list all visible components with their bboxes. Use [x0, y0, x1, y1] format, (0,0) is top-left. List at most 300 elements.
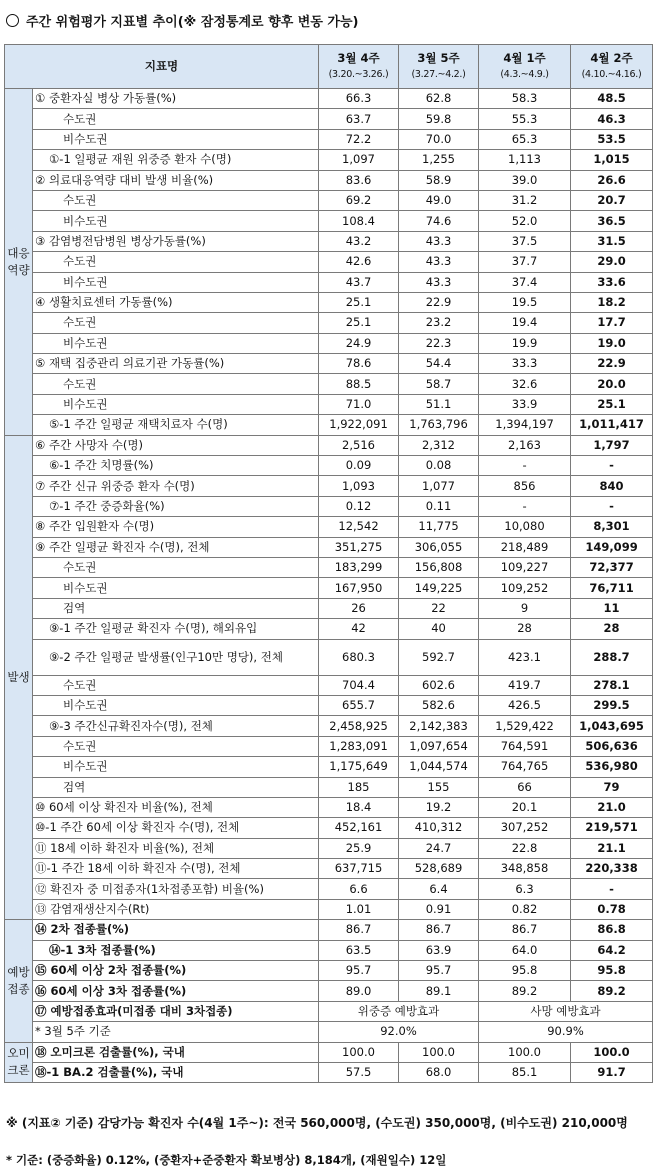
category-cell-prevention: 예방접종 [5, 920, 33, 1042]
table-row [5, 940, 653, 960]
risk-indicator-table [4, 44, 653, 1083]
value-cell: 109,252 [479, 578, 571, 598]
footnote-basis: * 기준: (중증화율) 0.12%, (중환자+준중환자 확보병상) 8,184개, (재원일수) 12일 [6, 1153, 447, 1167]
value-cell: 149,225 [399, 578, 479, 598]
value-cell: 37.5 [479, 231, 571, 251]
value-cell: 19.4 [479, 313, 571, 333]
value-cell: 29.0 [571, 252, 653, 272]
table-row [5, 675, 653, 695]
indicator-name: 수도권 [33, 557, 319, 577]
table-row [5, 818, 653, 838]
value-cell: 1,077 [399, 476, 479, 496]
value-cell: 43.3 [399, 252, 479, 272]
value-cell: 40 [399, 619, 479, 639]
table-row [5, 639, 653, 675]
value-cell: 89.0 [319, 981, 399, 1001]
value-cell: 20.7 [571, 190, 653, 210]
value-cell: 69.2 [319, 190, 399, 210]
value-cell: 1,113 [479, 150, 571, 170]
value-cell: 183,299 [319, 557, 399, 577]
value-cell: 24.9 [319, 333, 399, 353]
header-week-4: 4월 2주 (4.10.~4.16.) [571, 45, 653, 89]
table-row [5, 476, 653, 496]
value-cell: 278.1 [571, 675, 653, 695]
value-cell: 63.9 [399, 940, 479, 960]
value-cell: 306,055 [399, 537, 479, 557]
value-cell: 25.1 [319, 292, 399, 312]
value-cell: 592.7 [399, 639, 479, 675]
indicator-name: ⑦ 주간 신규 위중증 환자 수(명) [33, 476, 319, 496]
value-cell: 2,458,925 [319, 716, 399, 736]
indicator-name: ⑱ 오미크론 검출률(%), 국내 [33, 1042, 319, 1062]
value-cell: 410,312 [399, 818, 479, 838]
indicator-name: ⑪-1 주간 18세 이하 확진자 수(명), 전체 [33, 859, 319, 879]
value-cell: 24.7 [399, 838, 479, 858]
value-cell: 49.0 [399, 190, 479, 210]
indicator-name: ⑨-3 주간신규확진자수(명), 전체 [33, 716, 319, 736]
table-row [5, 797, 653, 817]
value-cell: 582.6 [399, 695, 479, 715]
indicator-name: ② 의료대응역량 대비 발생 비율(%) [33, 170, 319, 190]
category-cell-occurrence: 발생 [5, 435, 33, 920]
category-cell-omicron: 오미크론 [5, 1042, 33, 1083]
table-row [5, 736, 653, 756]
indicator-name: ⑭ 2차 접종률(%) [33, 920, 319, 940]
indicator-name: ⑨-2 주간 일평균 발생률(인구10만 명당), 전체 [33, 639, 319, 675]
value-cell: 2,312 [399, 435, 479, 455]
value-cell: 1,763,796 [399, 415, 479, 435]
value-cell: 54.4 [399, 354, 479, 374]
indicator-name: ⑯ 60세 이상 3차 접종률(%) [33, 981, 319, 1001]
title-text: 주간 위험평가 지표별 추이(※ 잠정통계로 향후 변동 가능) [26, 14, 359, 30]
value-cell: 43.3 [399, 272, 479, 292]
value-cell: 83.6 [319, 170, 399, 190]
value-cell: 78.6 [319, 354, 399, 374]
indicator-name: ⑬ 감염재생산지수(Rt) [33, 899, 319, 919]
value-cell: 86.7 [399, 920, 479, 940]
value-cell: 1,097 [319, 150, 399, 170]
indicator-name: ⑦-1 주간 중증화율(%) [33, 496, 319, 516]
value-cell: 22.9 [399, 292, 479, 312]
value-cell: 62.8 [399, 89, 479, 109]
header-week-1: 3월 4주 (3.20.~3.26.) [319, 45, 399, 89]
table-row [5, 354, 653, 374]
value-cell: 2,516 [319, 435, 399, 455]
value-cell: 23.2 [399, 313, 479, 333]
table-row [5, 1062, 653, 1082]
indicator-name: ④ 생활치료센터 가동률(%) [33, 292, 319, 312]
indicator-name: ⑩ 60세 이상 확진자 비율(%), 전체 [33, 797, 319, 817]
value-cell: 100.0 [571, 1042, 653, 1062]
value-cell: 655.7 [319, 695, 399, 715]
value-cell: 70.0 [399, 129, 479, 149]
indicator-name: 검역 [33, 598, 319, 618]
value-cell: 63.7 [319, 109, 399, 129]
value-cell: - [571, 879, 653, 899]
value-cell: 55.3 [479, 109, 571, 129]
value-cell: 58.7 [399, 374, 479, 394]
value-cell: 348,858 [479, 859, 571, 879]
table-row [5, 981, 653, 1001]
vaccine-effect-basis: * 3월 5주 기준 [33, 1022, 319, 1042]
value-cell: 22.9 [571, 354, 653, 374]
indicator-name: 수도권 [33, 313, 319, 333]
table-row [5, 313, 653, 333]
death-effect-value: 90.9% [479, 1022, 653, 1042]
value-cell: 37.4 [479, 272, 571, 292]
value-cell: 39.0 [479, 170, 571, 190]
value-cell: 2,142,383 [399, 716, 479, 736]
table-row [5, 838, 653, 858]
value-cell: 452,161 [319, 818, 399, 838]
value-cell: 764,591 [479, 736, 571, 756]
value-cell: 1,797 [571, 435, 653, 455]
value-cell: 185 [319, 777, 399, 797]
value-cell: 1,011,417 [571, 415, 653, 435]
table-row [5, 231, 653, 251]
value-cell: 33.3 [479, 354, 571, 374]
indicator-name: 비수도권 [33, 333, 319, 353]
value-cell: 220,338 [571, 859, 653, 879]
indicator-name: ⑮ 60세 이상 2차 접종률(%) [33, 961, 319, 981]
value-cell: 1,097,654 [399, 736, 479, 756]
indicator-name: ⑤-1 주간 일평균 재택치료자 수(명) [33, 415, 319, 435]
value-cell: 59.8 [399, 109, 479, 129]
value-cell: 1,255 [399, 150, 479, 170]
value-cell: 1.01 [319, 899, 399, 919]
table-row [5, 170, 653, 190]
value-cell: 2,163 [479, 435, 571, 455]
value-cell: 89.2 [479, 981, 571, 1001]
value-cell: 58.3 [479, 89, 571, 109]
indicator-name: ⑥-1 주간 치명률(%) [33, 456, 319, 476]
indicator-name: 비수도권 [33, 272, 319, 292]
table-row [5, 374, 653, 394]
table-row [5, 252, 653, 272]
value-cell: 351,275 [319, 537, 399, 557]
value-cell: 21.1 [571, 838, 653, 858]
value-cell: 109,227 [479, 557, 571, 577]
table-row [5, 190, 653, 210]
table-row [5, 496, 653, 516]
table-row [5, 1042, 653, 1062]
table-body [5, 89, 653, 1083]
indicator-name: 수도권 [33, 190, 319, 210]
value-cell: 46.3 [571, 109, 653, 129]
value-cell: 51.1 [399, 394, 479, 414]
value-cell: 86.7 [319, 920, 399, 940]
table-row [5, 211, 653, 231]
value-cell: 63.5 [319, 940, 399, 960]
value-cell: 704.4 [319, 675, 399, 695]
table-row [5, 292, 653, 312]
indicator-name: ⑤ 재택 집중관리 의료기관 가동률(%) [33, 354, 319, 374]
value-cell: 86.7 [479, 920, 571, 940]
value-cell: 25.9 [319, 838, 399, 858]
value-cell: 85.1 [479, 1062, 571, 1082]
value-cell: 37.7 [479, 252, 571, 272]
value-cell: 856 [479, 476, 571, 496]
value-cell: 95.8 [479, 961, 571, 981]
value-cell: - [571, 456, 653, 476]
indicator-name: ⑫ 확진자 중 미접종자(1차접종포함) 비율(%) [33, 879, 319, 899]
bullet-circle-icon [6, 14, 19, 27]
value-cell: 100.0 [319, 1042, 399, 1062]
severe-effect-value: 92.0% [319, 1022, 479, 1042]
table-row [5, 777, 653, 797]
indicator-name: 비수도권 [33, 757, 319, 777]
value-cell: 22 [399, 598, 479, 618]
table-row [5, 859, 653, 879]
value-cell: 1,922,091 [319, 415, 399, 435]
indicator-name: 수도권 [33, 675, 319, 695]
indicator-name: ⑪ 18세 이하 확진자 비율(%), 전체 [33, 838, 319, 858]
value-cell: 167,950 [319, 578, 399, 598]
value-cell: 42 [319, 619, 399, 639]
value-cell: 637,715 [319, 859, 399, 879]
table-row [5, 333, 653, 353]
indicator-name: ① 중환자실 병상 가동률(%) [33, 89, 319, 109]
value-cell: 32.6 [479, 374, 571, 394]
value-cell: 299.5 [571, 695, 653, 715]
category-cell-response: 대응역량 [5, 89, 33, 436]
table-row [5, 109, 653, 129]
value-cell: 28 [479, 619, 571, 639]
value-cell: 1,093 [319, 476, 399, 496]
value-cell: 10,080 [479, 517, 571, 537]
value-cell: 12,542 [319, 517, 399, 537]
value-cell: 58.9 [399, 170, 479, 190]
value-cell: 95.8 [571, 961, 653, 981]
value-cell: 31.2 [479, 190, 571, 210]
header-indicator-name: 지표명 [5, 45, 319, 89]
value-cell: 11,775 [399, 517, 479, 537]
value-cell: 86.8 [571, 920, 653, 940]
section-title [6, 8, 358, 32]
value-cell: 25.1 [319, 313, 399, 333]
value-cell: 72,377 [571, 557, 653, 577]
value-cell: 6.6 [319, 879, 399, 899]
table-row [5, 920, 653, 940]
value-cell: 423.1 [479, 639, 571, 675]
table-row [5, 517, 653, 537]
value-cell: 155 [399, 777, 479, 797]
table-row [5, 89, 653, 109]
value-cell: 28 [571, 619, 653, 639]
table-row [5, 879, 653, 899]
indicator-name: 비수도권 [33, 578, 319, 598]
table-row [5, 757, 653, 777]
indicator-name: 수도권 [33, 109, 319, 129]
value-cell: 89.1 [399, 981, 479, 1001]
value-cell: 95.7 [399, 961, 479, 981]
value-cell: 19.5 [479, 292, 571, 312]
value-cell: 100.0 [399, 1042, 479, 1062]
table-row [5, 961, 653, 981]
table-row [5, 537, 653, 557]
value-cell: 0.82 [479, 899, 571, 919]
footnote-capacity: ※ (지표② 기준) 감당가능 확진자 수(4월 1주~): 전국 560,000명, (수도권) 350,000명, (비수도권) 210,000명 [6, 1116, 628, 1130]
value-cell: 20.0 [571, 374, 653, 394]
value-cell: 18.2 [571, 292, 653, 312]
value-cell: 36.5 [571, 211, 653, 231]
indicator-name: 비수도권 [33, 129, 319, 149]
value-cell: - [571, 496, 653, 516]
indicator-name: ⑨-1 주간 일평균 확진자 수(명), 해외유입 [33, 619, 319, 639]
vaccine-effect-row [5, 1001, 653, 1021]
header-week-3: 4월 1주 (4.3.~4.9.) [479, 45, 571, 89]
value-cell: 52.0 [479, 211, 571, 231]
value-cell: 33.9 [479, 394, 571, 414]
value-cell: 22.8 [479, 838, 571, 858]
indicator-name: 비수도권 [33, 695, 319, 715]
indicator-name: ③ 감염병전담병원 병상가동률(%) [33, 231, 319, 251]
header-row [5, 45, 653, 89]
value-cell: 426.5 [479, 695, 571, 715]
value-cell: 1,394,197 [479, 415, 571, 435]
value-cell: 76,711 [571, 578, 653, 598]
value-cell: 48.5 [571, 89, 653, 109]
table-row [5, 695, 653, 715]
value-cell: - [479, 456, 571, 476]
severe-effect-label: 위중증 예방효과 [319, 1001, 479, 1021]
indicator-name: 수도권 [33, 736, 319, 756]
value-cell: 8,301 [571, 517, 653, 537]
value-cell: 72.2 [319, 129, 399, 149]
value-cell: 42.6 [319, 252, 399, 272]
value-cell: 219,571 [571, 818, 653, 838]
value-cell: 64.0 [479, 940, 571, 960]
vaccine-effect-value-row [5, 1022, 653, 1042]
value-cell: 91.7 [571, 1062, 653, 1082]
value-cell: 0.08 [399, 456, 479, 476]
value-cell: 288.7 [571, 639, 653, 675]
indicator-name: ⑥ 주간 사망자 수(명) [33, 435, 319, 455]
value-cell: 602.6 [399, 675, 479, 695]
value-cell: 108.4 [319, 211, 399, 231]
value-cell: 1,044,574 [399, 757, 479, 777]
indicator-name: 수도권 [33, 252, 319, 272]
table-row [5, 598, 653, 618]
value-cell: 19.0 [571, 333, 653, 353]
table-row [5, 394, 653, 414]
value-cell: 11 [571, 598, 653, 618]
value-cell: 0.12 [319, 496, 399, 516]
value-cell: 156,808 [399, 557, 479, 577]
indicator-name: 비수도권 [33, 394, 319, 414]
indicator-name: ⑱-1 BA.2 검출률(%), 국내 [33, 1062, 319, 1082]
value-cell: 100.0 [479, 1042, 571, 1062]
value-cell: 43.2 [319, 231, 399, 251]
value-cell: 66.3 [319, 89, 399, 109]
death-effect-label: 사망 예방효과 [479, 1001, 653, 1021]
value-cell: 33.6 [571, 272, 653, 292]
value-cell: 66 [479, 777, 571, 797]
table-row [5, 435, 653, 455]
value-cell: 1,015 [571, 150, 653, 170]
value-cell: 528,689 [399, 859, 479, 879]
indicator-name: 수도권 [33, 374, 319, 394]
value-cell: 43.3 [399, 231, 479, 251]
value-cell: 79 [571, 777, 653, 797]
value-cell: 9 [479, 598, 571, 618]
value-cell: 6.4 [399, 879, 479, 899]
value-cell: 1,043,695 [571, 716, 653, 736]
value-cell: 764,765 [479, 757, 571, 777]
value-cell: 17.7 [571, 313, 653, 333]
value-cell: - [479, 496, 571, 516]
value-cell: 0.09 [319, 456, 399, 476]
value-cell: 0.91 [399, 899, 479, 919]
indicator-name: ⑩-1 주간 60세 이상 확진자 수(명), 전체 [33, 818, 319, 838]
indicator-name: ①-1 일평균 재원 위중증 환자 수(명) [33, 150, 319, 170]
value-cell: 840 [571, 476, 653, 496]
table-row [5, 899, 653, 919]
value-cell: 26 [319, 598, 399, 618]
value-cell: 25.1 [571, 394, 653, 414]
value-cell: 95.7 [319, 961, 399, 981]
table-row [5, 272, 653, 292]
value-cell: 18.4 [319, 797, 399, 817]
value-cell: 1,283,091 [319, 736, 399, 756]
value-cell: 0.78 [571, 899, 653, 919]
value-cell: 57.5 [319, 1062, 399, 1082]
value-cell: 680.3 [319, 639, 399, 675]
value-cell: 218,489 [479, 537, 571, 557]
indicator-name: 검역 [33, 777, 319, 797]
value-cell: 74.6 [399, 211, 479, 231]
value-cell: 19.9 [479, 333, 571, 353]
value-cell: 89.2 [571, 981, 653, 1001]
value-cell: 506,636 [571, 736, 653, 756]
value-cell: 88.5 [319, 374, 399, 394]
value-cell: 65.3 [479, 129, 571, 149]
value-cell: 53.5 [571, 129, 653, 149]
header-week-2: 3월 5주 (3.27.~4.2.) [399, 45, 479, 89]
value-cell: 22.3 [399, 333, 479, 353]
value-cell: 536,980 [571, 757, 653, 777]
table-row [5, 557, 653, 577]
table-row [5, 456, 653, 476]
value-cell: 26.6 [571, 170, 653, 190]
indicator-name: ⑰ 예방접종효과(미접종 대비 3차접종) [33, 1001, 319, 1021]
value-cell: 64.2 [571, 940, 653, 960]
indicator-name: ⑭-1 3차 접종률(%) [33, 940, 319, 960]
value-cell: 0.11 [399, 496, 479, 516]
indicator-name: 비수도권 [33, 211, 319, 231]
indicator-name: ⑨ 주간 일평균 확진자 수(명), 전체 [33, 537, 319, 557]
table-row [5, 716, 653, 736]
value-cell: 1,175,649 [319, 757, 399, 777]
value-cell: 21.0 [571, 797, 653, 817]
table-row [5, 150, 653, 170]
value-cell: 1,529,422 [479, 716, 571, 736]
table-row [5, 129, 653, 149]
value-cell: 419.7 [479, 675, 571, 695]
value-cell: 20.1 [479, 797, 571, 817]
table-row [5, 619, 653, 639]
value-cell: 43.7 [319, 272, 399, 292]
value-cell: 68.0 [399, 1062, 479, 1082]
value-cell: 149,099 [571, 537, 653, 557]
table-row [5, 578, 653, 598]
value-cell: 71.0 [319, 394, 399, 414]
table-row [5, 415, 653, 435]
value-cell: 19.2 [399, 797, 479, 817]
value-cell: 307,252 [479, 818, 571, 838]
value-cell: 6.3 [479, 879, 571, 899]
indicator-name: ⑧ 주간 입원환자 수(명) [33, 517, 319, 537]
